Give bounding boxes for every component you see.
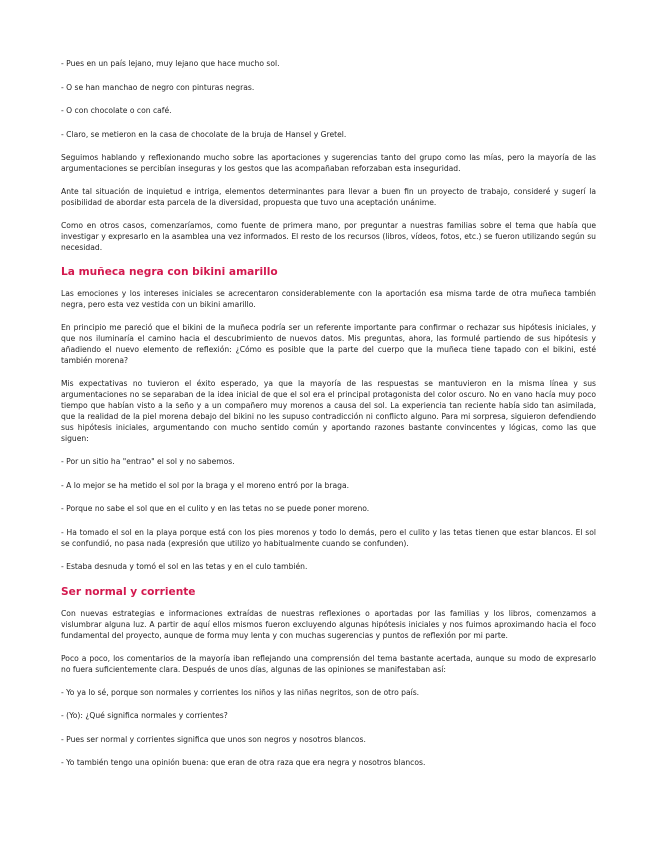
quote-9: - Estaba desnuda y tomó el sol en las tetas y en el culo también. xyxy=(61,562,308,571)
quote-4: - Claro, se metieron en la casa de chocolate de la bruja de Hansel y Gretel. xyxy=(61,129,347,139)
section-heading-normal: Ser normal y corriente xyxy=(61,585,196,598)
quote-13: - Yo también tengo una opinión buena: que eran de otra raza que era negra y nosotros blancos. xyxy=(61,758,426,767)
paragraph-7: Con nuevas estrategias e informaciones extraídas de nuestras reflexiones o aportadas por las familias y los libros, comenzamos a vislumbrar alguna luz. A partir de aquí ellos mismos fueron excluyendo algunas hipótesis iniciales y nos fuimos aproximando hacia el foco fundamental del proyecto, aunque de forma muy lenta y con muchas sugerencias y puntos de reflexión por mi parte. xyxy=(61,608,596,640)
quote-3: - O con chocolate o con café. xyxy=(61,106,172,115)
quote-2: - O se han manchao de negro con pinturas negras. xyxy=(61,82,255,92)
paragraph-5: En principio me pareció que el bikini de la muñeca podría ser un referente importante para confirmar o rechazar sus hipótesis iniciales, y que nos iluminaría el camino hacia el descubrimiento de nuevos datos. Mis preguntas, ahora, las formulé partiendo de sus hipótesis y añadiendo el nuevo elemento de reflexión: ¿Cómo es posible que la parte del cuerpo que la muñeca tiene tapado con el bikini, esté también morena? xyxy=(61,323,596,365)
paragraph-6: Mis expectativas no tuvieron el éxito esperado, ya que la mayoría de las respuestas se mantuvieron en la misma línea y sus argumentaciones no se separaban de la idea inicial de que el sol era el principal protagonista del color oscuro. No en vano hacía muy poco tiempo que habían visto a la seño y a un compañero muy morenos a causa del sol. La experiencia tan reciente había sido tan asimilada, que la realidad de la piel morena debajo del bikini no les supuso contradicción ni conflicto alguno. Para mi sorpresa, siguieron defendiendo sus hipótesis iniciales, argumentando con mucho sentido común y aportando razones bastante convincentes y lógicas, como las que siguen: xyxy=(61,379,596,443)
paragraph-2: Ante tal situación de inquietud e intriga, elementos determinantes para llevar a buen fin un proyecto de trabajo, consideré y sugerí la posibilidad de abordar esta parcela de la diversidad, propuesta que tuvo una aceptación unánime. xyxy=(61,187,596,207)
quote-12: - Pues ser normal y corrientes significa que unos son negros y nosotros blancos. xyxy=(61,734,366,744)
quote-5: - Por un sitio ha "entrao" el sol y no sabemos. xyxy=(61,457,235,466)
paragraph-3: Como en otros casos, comenzaríamos, como fuente de primera mano, por preguntar a nuestras familias sobre el tema que había que investigar y expresarlo en la asamblea una vez informados. El resto de los recursos (libros, vídeos, fotos, etc.) se fueron utilizando según su necesidad. xyxy=(61,221,596,252)
paragraph-1: Seguimos hablando y reflexionando mucho sobre las aportaciones y sugerencias tanto del grupo como las mías, pero la mayoría de las argumentaciones se percibían inseguras y los gestos que las acompañaban reforzaban esta inseguridad. xyxy=(61,153,596,173)
quote-11: - (Yo): ¿Qué significa normales y corrientes? xyxy=(61,711,228,720)
quote-1: - Pues en un país lejano, muy lejano que hace mucho sol. xyxy=(61,59,280,68)
quote-7: - Porque no sabe el sol que en el culito y en las tetas no se puede poner moreno. xyxy=(61,504,370,513)
section-heading-muneca: La muñeca negra con bikini amarillo xyxy=(61,266,278,278)
quote-10: - Yo ya lo sé, porque son normales y corrientes los niños y las niñas negritos, son de otro país. xyxy=(61,687,420,697)
quote-6: - A lo mejor se ha metido el sol por la braga y el moreno entró por la braga. xyxy=(61,480,350,490)
document-page xyxy=(61,58,596,781)
paragraph-4: Las emociones y los intereses iniciales se acrecentaron considerablemente con la aportación esa misma tarde de otra muñeca también negra, pero esta vez vestida con un bikini amarillo. xyxy=(61,289,596,309)
paragraph-8: Poco a poco, los comentarios de la mayoría iban reflejando una comprensión del tema bastante acertada, aunque su modo de expresarlo no fuera suficientemente clara. Después de unos días, algunas de las opiniones se manifestaban así: xyxy=(61,653,596,674)
quote-8: - Ha tomado el sol en la playa porque está con los pies morenos y todo lo demás, pero el culito y las tetas tienen que estar blancos. El sol se confundió, no pasa nada (expresión que utilizo yo habitualmente cuando se confunden). xyxy=(61,527,596,548)
